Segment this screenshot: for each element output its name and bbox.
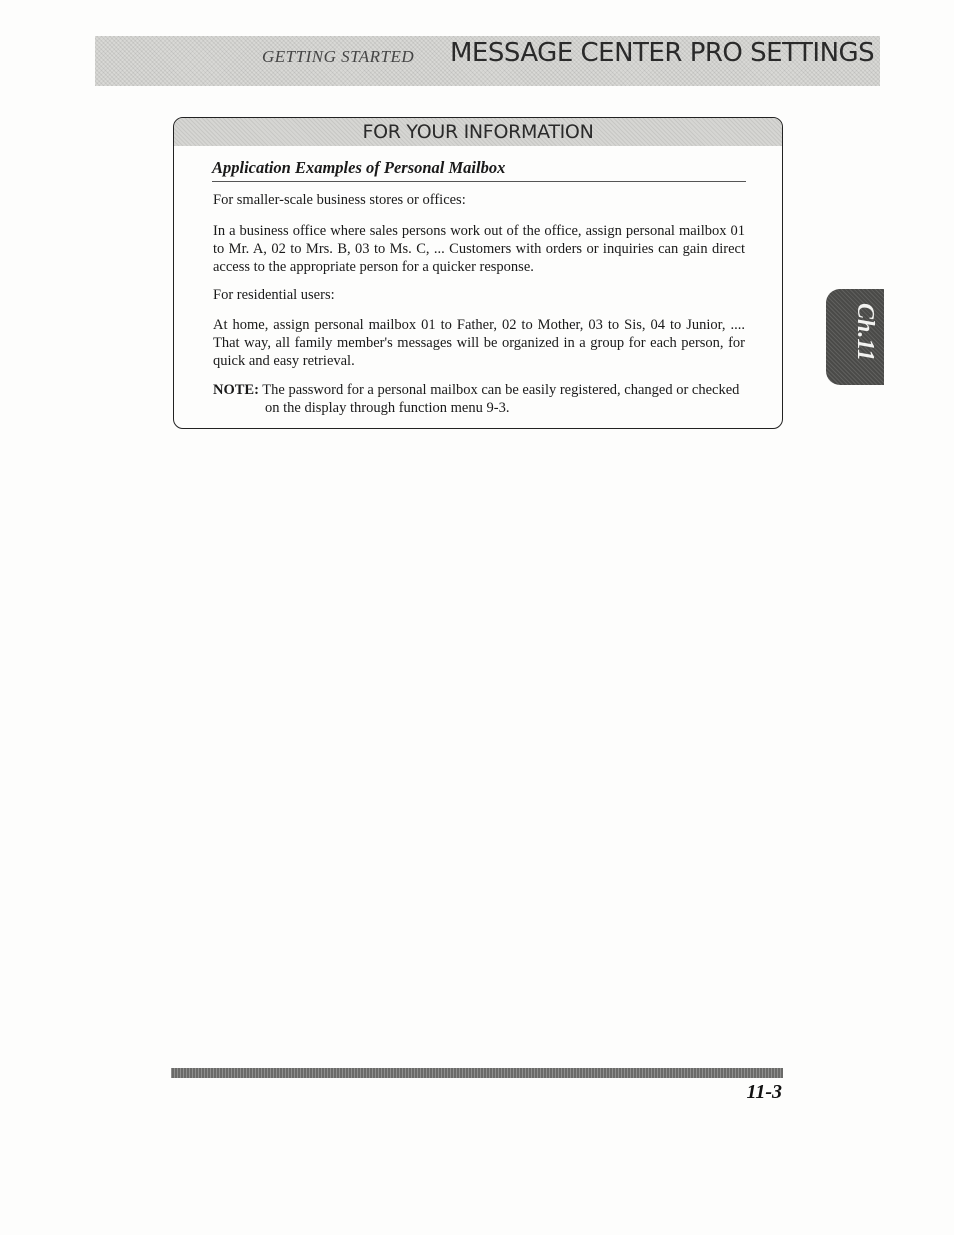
paragraph-residential-example: At home, assign personal mailbox 01 to Father, 02 to Mother, 03 to Sis, 04 to Junior, .... That way, all family member's messages will be organized in a group for each person, for quick and easy retrieval.	[213, 317, 745, 369]
paragraph-residential-intro: For residential users:	[213, 287, 335, 303]
chapter-tab-label: Ch.11	[852, 303, 878, 362]
page-title: MESSAGE CENTER PRO SETTINGS	[450, 38, 875, 68]
page-number: 11-3	[746, 1081, 782, 1103]
note-label: NOTE:	[213, 382, 259, 398]
info-box-title: FOR YOUR INFORMATION	[362, 121, 594, 143]
footer-rule	[171, 1068, 783, 1078]
paragraph-business-example: In a business office where sales persons work out of the office, assign personal mailbox 01 to Mr. A, 02 to Mrs. B, 03 to Ms. C, ... Customers with orders or inquiries can gain direct access to the appropriate person for a quicker response.	[213, 223, 745, 275]
info-subheading: Application Examples of Personal Mailbox	[212, 158, 746, 182]
chapter-tab	[826, 289, 884, 385]
info-box-header	[174, 118, 782, 146]
note	[213, 381, 745, 417]
header-section-label: GETTING STARTED	[262, 47, 415, 66]
paragraph-business-intro: For smaller-scale business stores or offices:	[213, 192, 466, 208]
note-text: The password for a personal mailbox can be easily registered, changed or checked on the display through function menu 9-3.	[262, 382, 740, 416]
